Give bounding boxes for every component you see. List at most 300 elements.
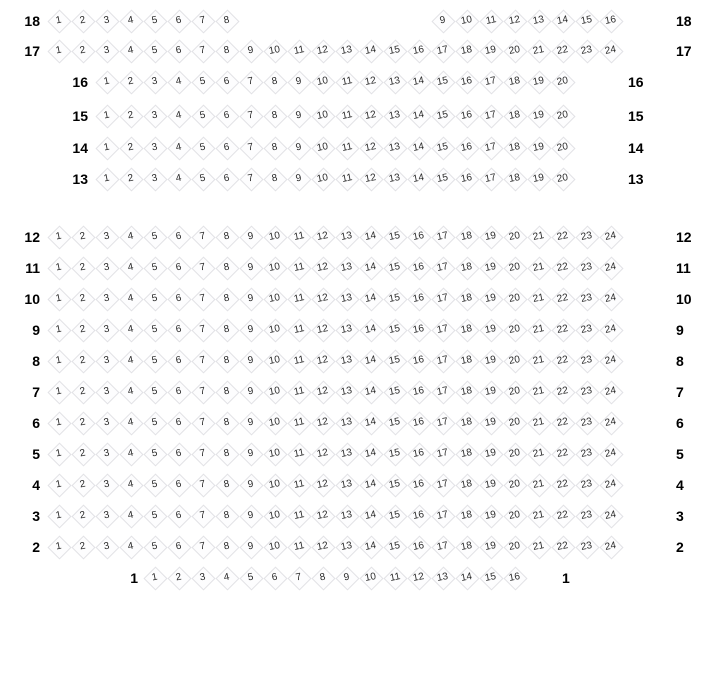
seat[interactable] [118, 503, 144, 529]
seat[interactable] [598, 317, 624, 343]
seat[interactable] [214, 379, 240, 405]
seat[interactable] [166, 503, 192, 529]
seat[interactable] [214, 69, 240, 95]
seat[interactable] [382, 103, 408, 129]
seat[interactable] [358, 441, 384, 467]
seat[interactable] [142, 69, 168, 95]
seat[interactable] [118, 69, 144, 95]
seat[interactable] [190, 103, 216, 129]
seat[interactable] [502, 565, 528, 591]
seat[interactable] [238, 38, 264, 64]
seat[interactable] [550, 286, 576, 312]
seat[interactable] [574, 255, 600, 281]
seat[interactable] [238, 565, 264, 591]
seat[interactable] [334, 69, 360, 95]
seat[interactable] [190, 472, 216, 498]
seat[interactable] [550, 103, 576, 129]
seat[interactable] [214, 103, 240, 129]
seat[interactable] [574, 410, 600, 436]
seat[interactable] [478, 286, 504, 312]
seat[interactable] [262, 441, 288, 467]
seat[interactable] [406, 348, 432, 374]
seat[interactable] [46, 317, 72, 343]
seat[interactable] [286, 565, 312, 591]
seat[interactable] [430, 135, 456, 161]
seat[interactable] [550, 317, 576, 343]
seat[interactable] [454, 441, 480, 467]
seat[interactable] [502, 135, 528, 161]
seat[interactable] [310, 286, 336, 312]
seat[interactable] [94, 441, 120, 467]
seat[interactable] [310, 534, 336, 560]
seat[interactable] [118, 38, 144, 64]
seat[interactable] [358, 69, 384, 95]
seat[interactable] [550, 255, 576, 281]
seat[interactable] [142, 534, 168, 560]
seat[interactable] [166, 379, 192, 405]
seat[interactable] [502, 503, 528, 529]
seat[interactable] [406, 286, 432, 312]
seat[interactable] [574, 379, 600, 405]
seat[interactable] [166, 534, 192, 560]
seat[interactable] [478, 166, 504, 192]
seat[interactable] [238, 135, 264, 161]
seat[interactable] [382, 166, 408, 192]
seat[interactable] [238, 286, 264, 312]
seat[interactable] [142, 410, 168, 436]
seat[interactable] [382, 286, 408, 312]
seat[interactable] [142, 135, 168, 161]
seat[interactable] [478, 38, 504, 64]
seat[interactable] [574, 8, 600, 34]
seat[interactable] [382, 379, 408, 405]
seat[interactable] [478, 565, 504, 591]
seat[interactable] [46, 286, 72, 312]
seat[interactable] [142, 38, 168, 64]
seat[interactable] [46, 38, 72, 64]
seat[interactable] [142, 103, 168, 129]
seat[interactable] [262, 410, 288, 436]
seat[interactable] [238, 224, 264, 250]
seat[interactable] [454, 565, 480, 591]
seat[interactable] [238, 103, 264, 129]
seat[interactable] [526, 135, 552, 161]
seat[interactable] [238, 166, 264, 192]
seat[interactable] [478, 103, 504, 129]
seat[interactable] [406, 224, 432, 250]
seat[interactable] [118, 103, 144, 129]
seat[interactable] [526, 8, 552, 34]
seat[interactable] [358, 565, 384, 591]
seat[interactable] [406, 472, 432, 498]
seat[interactable] [262, 534, 288, 560]
seat[interactable] [550, 38, 576, 64]
seat[interactable] [454, 166, 480, 192]
seat[interactable] [190, 379, 216, 405]
seat[interactable] [118, 286, 144, 312]
seat[interactable] [502, 103, 528, 129]
seat[interactable] [118, 379, 144, 405]
seat[interactable] [142, 565, 168, 591]
seat[interactable] [526, 69, 552, 95]
seat[interactable] [430, 255, 456, 281]
seat[interactable] [358, 472, 384, 498]
seat[interactable] [70, 224, 96, 250]
seat[interactable] [214, 410, 240, 436]
seat[interactable] [526, 103, 552, 129]
seat[interactable] [454, 472, 480, 498]
seat[interactable] [166, 317, 192, 343]
seat[interactable] [358, 317, 384, 343]
seat[interactable] [358, 38, 384, 64]
seat[interactable] [262, 565, 288, 591]
seat[interactable] [598, 410, 624, 436]
seat[interactable] [166, 69, 192, 95]
seat[interactable] [70, 317, 96, 343]
seat[interactable] [334, 472, 360, 498]
seat[interactable] [190, 565, 216, 591]
seat[interactable] [430, 38, 456, 64]
seat[interactable] [262, 224, 288, 250]
seat[interactable] [286, 103, 312, 129]
seat[interactable] [478, 255, 504, 281]
seat[interactable] [430, 472, 456, 498]
seat[interactable] [334, 503, 360, 529]
seat[interactable] [454, 255, 480, 281]
seat[interactable] [430, 224, 456, 250]
seat[interactable] [286, 166, 312, 192]
seat[interactable] [94, 8, 120, 34]
seat[interactable] [166, 8, 192, 34]
seat[interactable] [454, 103, 480, 129]
seat[interactable] [310, 472, 336, 498]
seat[interactable] [286, 317, 312, 343]
seat[interactable] [286, 472, 312, 498]
seat[interactable] [70, 379, 96, 405]
seat[interactable] [550, 8, 576, 34]
seat[interactable] [310, 565, 336, 591]
seat[interactable] [46, 8, 72, 34]
seat[interactable] [286, 135, 312, 161]
seat[interactable] [358, 410, 384, 436]
seat[interactable] [94, 410, 120, 436]
seat[interactable] [598, 286, 624, 312]
seat[interactable] [502, 410, 528, 436]
seat[interactable] [238, 317, 264, 343]
seat[interactable] [94, 103, 120, 129]
seat[interactable] [94, 38, 120, 64]
seat[interactable] [454, 286, 480, 312]
seat[interactable] [118, 8, 144, 34]
seat[interactable] [358, 379, 384, 405]
seat[interactable] [406, 166, 432, 192]
seat[interactable] [166, 38, 192, 64]
seat[interactable] [598, 224, 624, 250]
seat[interactable] [262, 69, 288, 95]
seat[interactable] [166, 103, 192, 129]
seat[interactable] [478, 348, 504, 374]
seat[interactable] [238, 441, 264, 467]
seat[interactable] [550, 503, 576, 529]
seat[interactable] [502, 286, 528, 312]
seat[interactable] [286, 348, 312, 374]
seat[interactable] [502, 38, 528, 64]
seat[interactable] [70, 410, 96, 436]
seat[interactable] [190, 410, 216, 436]
seat[interactable] [238, 348, 264, 374]
seat[interactable] [502, 224, 528, 250]
seat[interactable] [190, 8, 216, 34]
seat[interactable] [430, 103, 456, 129]
seat[interactable] [286, 503, 312, 529]
seat[interactable] [310, 379, 336, 405]
seat[interactable] [430, 166, 456, 192]
seat[interactable] [574, 472, 600, 498]
seat[interactable] [382, 472, 408, 498]
seat[interactable] [598, 503, 624, 529]
seat[interactable] [214, 8, 240, 34]
seat[interactable] [334, 410, 360, 436]
seat[interactable] [574, 286, 600, 312]
seat[interactable] [190, 317, 216, 343]
seat[interactable] [286, 38, 312, 64]
seat[interactable] [262, 135, 288, 161]
seat[interactable] [550, 472, 576, 498]
seat[interactable] [454, 317, 480, 343]
seat[interactable] [550, 441, 576, 467]
seat[interactable] [214, 224, 240, 250]
seat[interactable] [478, 472, 504, 498]
seat[interactable] [166, 348, 192, 374]
seat[interactable] [70, 441, 96, 467]
seat[interactable] [526, 534, 552, 560]
seat[interactable] [550, 224, 576, 250]
seat[interactable] [430, 8, 456, 34]
seat[interactable] [286, 69, 312, 95]
seat[interactable] [430, 317, 456, 343]
seat[interactable] [214, 534, 240, 560]
seat[interactable] [526, 410, 552, 436]
seat[interactable] [118, 224, 144, 250]
seat[interactable] [262, 103, 288, 129]
seat[interactable] [382, 348, 408, 374]
seat[interactable] [406, 135, 432, 161]
seat[interactable] [478, 69, 504, 95]
seat[interactable] [46, 224, 72, 250]
seat[interactable] [238, 379, 264, 405]
seat[interactable] [214, 472, 240, 498]
seat[interactable] [574, 441, 600, 467]
seat[interactable] [502, 317, 528, 343]
seat[interactable] [310, 317, 336, 343]
seat[interactable] [382, 224, 408, 250]
seat[interactable] [310, 441, 336, 467]
seat[interactable] [358, 166, 384, 192]
seat[interactable] [454, 410, 480, 436]
seat[interactable] [526, 38, 552, 64]
seat[interactable] [334, 38, 360, 64]
seat[interactable] [382, 565, 408, 591]
seat[interactable] [550, 348, 576, 374]
seat[interactable] [214, 38, 240, 64]
seat[interactable] [502, 472, 528, 498]
seat[interactable] [454, 38, 480, 64]
seat[interactable] [46, 348, 72, 374]
seat[interactable] [430, 503, 456, 529]
seat[interactable] [598, 472, 624, 498]
seat[interactable] [166, 410, 192, 436]
seat[interactable] [598, 441, 624, 467]
seat[interactable] [214, 135, 240, 161]
seat[interactable] [478, 8, 504, 34]
seat[interactable] [70, 38, 96, 64]
seat[interactable] [70, 255, 96, 281]
seat[interactable] [598, 534, 624, 560]
seat[interactable] [334, 534, 360, 560]
seat[interactable] [430, 69, 456, 95]
seat[interactable] [310, 255, 336, 281]
seat[interactable] [550, 379, 576, 405]
seat[interactable] [550, 69, 576, 95]
seat[interactable] [598, 379, 624, 405]
seat[interactable] [502, 348, 528, 374]
seat[interactable] [262, 255, 288, 281]
seat[interactable] [238, 472, 264, 498]
seat[interactable] [286, 255, 312, 281]
seat[interactable] [286, 224, 312, 250]
seat[interactable] [238, 503, 264, 529]
seat[interactable] [334, 317, 360, 343]
seat[interactable] [526, 255, 552, 281]
seat[interactable] [166, 255, 192, 281]
seat[interactable] [118, 441, 144, 467]
seat[interactable] [574, 534, 600, 560]
seat[interactable] [118, 348, 144, 374]
seat[interactable] [238, 410, 264, 436]
seat[interactable] [454, 348, 480, 374]
seat[interactable] [262, 317, 288, 343]
seat[interactable] [526, 379, 552, 405]
seat[interactable] [190, 534, 216, 560]
seat[interactable] [406, 69, 432, 95]
seat[interactable] [70, 8, 96, 34]
seat[interactable] [118, 135, 144, 161]
seat[interactable] [190, 255, 216, 281]
seat[interactable] [382, 135, 408, 161]
seat[interactable] [190, 286, 216, 312]
seat[interactable] [94, 503, 120, 529]
seat[interactable] [358, 255, 384, 281]
seat[interactable] [334, 135, 360, 161]
seat[interactable] [142, 8, 168, 34]
seat[interactable] [406, 565, 432, 591]
seat[interactable] [142, 224, 168, 250]
seat[interactable] [310, 103, 336, 129]
seat[interactable] [46, 441, 72, 467]
seat[interactable] [574, 348, 600, 374]
seat[interactable] [94, 317, 120, 343]
seat[interactable] [94, 286, 120, 312]
seat[interactable] [430, 286, 456, 312]
seat[interactable] [334, 348, 360, 374]
seat[interactable] [190, 135, 216, 161]
seat[interactable] [382, 38, 408, 64]
seat[interactable] [94, 348, 120, 374]
seat[interactable] [310, 224, 336, 250]
seat[interactable] [430, 441, 456, 467]
seat[interactable] [454, 224, 480, 250]
seat[interactable] [334, 441, 360, 467]
seat[interactable] [286, 379, 312, 405]
seat[interactable] [406, 534, 432, 560]
seat[interactable] [310, 410, 336, 436]
seat[interactable] [262, 503, 288, 529]
seat[interactable] [190, 348, 216, 374]
seat[interactable] [46, 410, 72, 436]
seat[interactable] [166, 565, 192, 591]
seat[interactable] [574, 503, 600, 529]
seat[interactable] [526, 224, 552, 250]
seat[interactable] [142, 379, 168, 405]
seat[interactable] [478, 379, 504, 405]
seat[interactable] [46, 534, 72, 560]
seat[interactable] [430, 565, 456, 591]
seat[interactable] [118, 166, 144, 192]
seat[interactable] [382, 69, 408, 95]
seat[interactable] [502, 69, 528, 95]
seat[interactable] [502, 8, 528, 34]
seat[interactable] [478, 534, 504, 560]
seat[interactable] [238, 534, 264, 560]
seat[interactable] [526, 472, 552, 498]
seat[interactable] [526, 166, 552, 192]
seat[interactable] [526, 286, 552, 312]
seat[interactable] [286, 410, 312, 436]
seat[interactable] [334, 224, 360, 250]
seat[interactable] [286, 534, 312, 560]
seat[interactable] [142, 441, 168, 467]
seat[interactable] [166, 441, 192, 467]
seat[interactable] [142, 472, 168, 498]
seat[interactable] [526, 317, 552, 343]
seat[interactable] [430, 348, 456, 374]
seat[interactable] [598, 348, 624, 374]
seat[interactable] [406, 410, 432, 436]
seat[interactable] [406, 317, 432, 343]
seat[interactable] [358, 534, 384, 560]
seat[interactable] [550, 410, 576, 436]
seat[interactable] [406, 38, 432, 64]
seat[interactable] [334, 255, 360, 281]
seat[interactable] [142, 348, 168, 374]
seat[interactable] [142, 286, 168, 312]
seat[interactable] [286, 286, 312, 312]
seat[interactable] [46, 379, 72, 405]
seat[interactable] [382, 503, 408, 529]
seat[interactable] [94, 534, 120, 560]
seat[interactable] [262, 286, 288, 312]
seat[interactable] [454, 8, 480, 34]
seat[interactable] [358, 103, 384, 129]
seat[interactable] [214, 503, 240, 529]
seat[interactable] [478, 503, 504, 529]
seat[interactable] [526, 503, 552, 529]
seat[interactable] [502, 534, 528, 560]
seat[interactable] [310, 135, 336, 161]
seat[interactable] [454, 69, 480, 95]
seat[interactable] [334, 103, 360, 129]
seat[interactable] [310, 503, 336, 529]
